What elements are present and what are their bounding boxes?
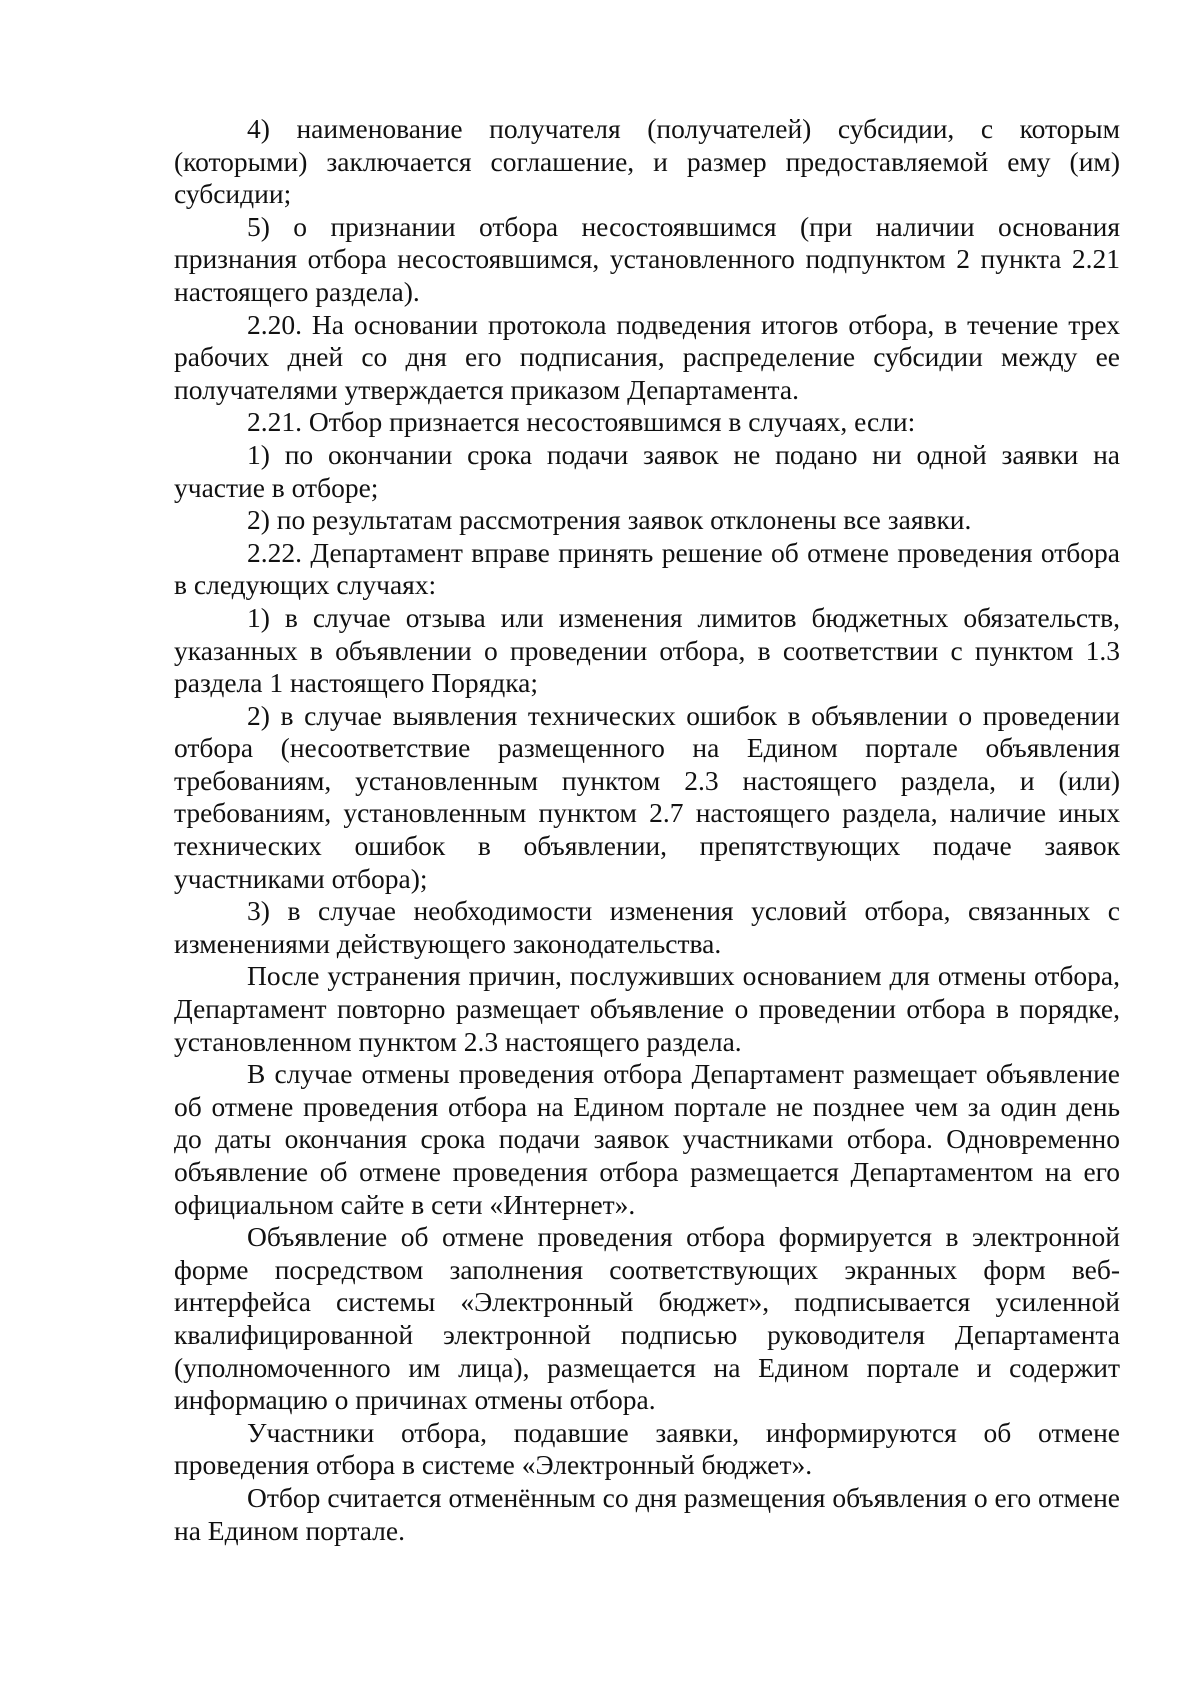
paragraph-cancellation-notice: В случае отмены проведения отбора Департамент размещает объявление об отмене проведения отбора на Едином портале не позднее чем за один день до даты окончания срока подачи заявок участниками отбора. Одновременно объявление об отмене проведения отбора размещается Департаментом на его официальном сайте в сети «Интернет». — [174, 1058, 1120, 1220]
paragraph-after-elimination: После устранения причин, послуживших основанием для отмены отбора, Департамент повторно размещает объявление о проведении отбора в порядке, установленном пунктом 2.3 настоящего раздела. — [174, 960, 1120, 1057]
paragraph-2-22-item-2: 2) в случае выявления технических ошибок в объявлении о проведении отбора (несоответствие размещенного на Едином портале объявления требованиям, установленным пунктом 2.3 настоящего раздела, и (или) требованиям, установленным пунктом 2.7 настоящего раздела, наличие иных технических ошибок в объявлении, препятствующих подаче заявок участниками отбора); — [174, 699, 1120, 894]
paragraph-2-21-item-1: 1) по окончании срока подачи заявок не подано ни одной заявки на участие в отборе; — [174, 438, 1120, 503]
paragraph-2-22: 2.22. Департамент вправе принять решение об отмене проведения отбора в следующих случаях: — [174, 536, 1120, 601]
paragraph-participants-informed: Участники отбора, подавшие заявки, информируются об отмене проведения отбора в системе «Электронный бюджет». — [174, 1416, 1120, 1481]
paragraph-2-21: 2.21. Отбор признается несостоявшимся в случаях, если: — [247, 406, 916, 438]
paragraph-cancellation-effective: Отбор считается отменённым со дня размещения объявления о его отмене на Едином портале. — [174, 1481, 1120, 1546]
paragraph-2-22-item-1: 1) в случае отзыва или изменения лимитов бюджетных обязательств, указанных в объявлении о проведении отбора, в соответствии с пунктом 1.3 раздела 1 настоящего Порядка; — [174, 601, 1120, 699]
paragraph-2-22-item-3: 3) в случае необходимости изменения условий отбора, связанных с изменениями действующего законодательства. — [174, 895, 1120, 959]
paragraph-item-4: 4) наименование получателя (получателей) субсидии, с которым (которыми) заключается соглашение, и размер предоставляемой ему (им) субсидии; — [174, 113, 1120, 210]
paragraph-2-20: 2.20. На основании протокола подведения итогов отбора, в течение трех рабочих дней со дня его подписания, распределение субсидии между ее получателями утверждается приказом Департамента. — [174, 308, 1120, 405]
document-page — [174, 113, 1120, 1547]
paragraph-2-21-item-2: 2) по результатам рассмотрения заявок отклонены все заявки. — [247, 504, 972, 536]
paragraph-item-5: 5) о признании отбора несостоявшимся (при наличии основания признания отбора несостоявшимся, установленного подпунктом 2 пункта 2.21 настоящего раздела). — [174, 210, 1120, 307]
paragraph-cancellation-form: Объявление об отмене проведения отбора формируется в электронной форме посредством заполнения соответствующих экранных форм веб-интерфейса системы «Электронный бюджет», подписывается усиленной квалифицированной электронной подписью руководителя Департамента (уполномоченного им лица), размещается на Едином портале и содержит информацию о причинах отмены отбора. — [174, 1221, 1120, 1416]
